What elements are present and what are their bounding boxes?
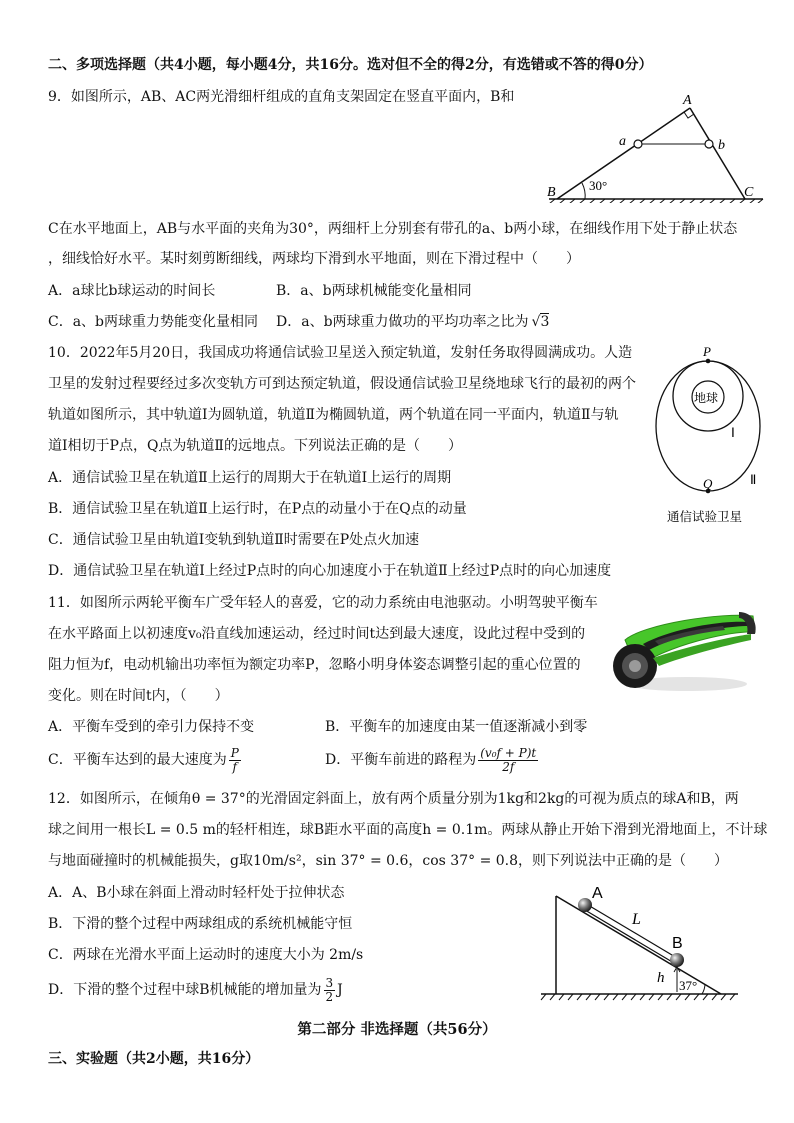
label-L: L [632, 911, 641, 928]
q9-option-a: A．a球比b球运动的时间长 [48, 283, 216, 299]
q12-line2: 球之间用一根长L = 0.5 m的轻杆相连，球B距水平面的高度h = 0.1m。两球从静止开始下滑到光滑地面上，不计球 [48, 822, 768, 838]
q11-line4: 变化。则在时间t内，（ ） [48, 688, 229, 704]
q11-option-c-text: C．平衡车达到的最大速度为 [48, 752, 227, 768]
q9-option-c: C．a、b两球重力势能变化量相同 [48, 314, 259, 330]
label-orbit-i: Ⅰ [731, 425, 735, 440]
q11-option-d [325, 742, 540, 778]
label-B: B [672, 935, 683, 952]
q9-line3: ，细线恰好水平。某时刻剪断细线，两球均下滑到水平地面，则在下滑过程中（ ） [48, 251, 580, 267]
label-C: C [744, 185, 754, 200]
q10-option-d: D．通信试验卫星在轨道Ⅰ上经过P点时的向心加速度小于在轨道Ⅱ上经过P点时的向心加速度 [48, 563, 612, 579]
ball-a [634, 140, 642, 148]
label-Q: Q [703, 476, 713, 491]
q12-line3: 与地面碰撞时的机械能损失，g取10m/s²，sin 37° = 0.6，cos 37° = 0.8，则下列说法中正确的是（ ） [48, 853, 729, 869]
caption: 通信试验卫星 [667, 509, 743, 524]
ball-b [705, 140, 713, 148]
part2-title: 第二部分 非选择题（共56分） [297, 1021, 497, 1038]
q12-option-d-text: D．下滑的整个过程中球B机械能的增加量为 [48, 982, 322, 998]
fraction-num: 3 [325, 975, 334, 990]
q9-option-b: B．a、b两球机械能变化量相同 [276, 283, 472, 299]
label-A: A [683, 93, 692, 108]
q12-option-d [48, 972, 343, 1008]
q10-line2: 卫星的发射过程要经过多次变轨方可到达预定轨道，假设通信试验卫星绕地球飞行的最初的两个 [48, 376, 636, 392]
q9-line2: C在水平地面上，AB与水平面的夹角为30°，两细杆上分别套有带孔的a、b两小球，在细线作用下处于静止状态 [48, 221, 738, 237]
fraction-distance [478, 747, 538, 774]
label-P: P [703, 344, 711, 359]
q11-option-b: B．平衡车的加速度由某一值逐渐减小到零 [325, 719, 588, 735]
q12-option-b: B．下滑的整个过程中两球组成的系统机械能守恒 [48, 916, 353, 932]
q10-figure [650, 342, 775, 532]
unit: J [337, 982, 343, 998]
fraction-den: 2f [502, 759, 515, 774]
q11-option-a: A．平衡车受到的牵引力保持不变 [48, 719, 255, 735]
sqrt-expr: √3 [531, 314, 550, 330]
label-B: B [547, 185, 556, 200]
q12-option-a: A．A、B小球在斜面上滑动时轻杆处于拉伸状态 [48, 885, 345, 901]
hoverboard-image [603, 598, 759, 698]
q9-option-d-text: D．a、b两球重力做功的平均功率之比为 [276, 314, 529, 330]
q12-figure [538, 878, 743, 1006]
sqrt-radicand: 3 [540, 314, 550, 330]
label-A: A [592, 885, 603, 902]
q12-line1: 12．如图所示，在倾角θ = 37°的光滑固定斜面上，放有两个质量分别为1kg和2kg的可视为质点的球A和B，两 [48, 791, 739, 807]
q10-option-a: A．通信试验卫星在轨道Ⅱ上运行的周期大于在轨道Ⅰ上运行的周期 [48, 470, 452, 486]
q10-line1: 10．2022年5月20日，我国成功将通信试验卫星送入预定轨道，发射任务取得圆满成功。人造 [48, 345, 633, 361]
label-orbit-ii: Ⅱ [750, 472, 757, 487]
q12-option-c: C．两球在光滑水平面上运动时的速度大小为 2m/s [48, 947, 364, 963]
ball-B [670, 953, 684, 967]
fraction-3-over-2 [324, 977, 336, 1004]
q9-option-d [276, 313, 549, 331]
label-b: b [718, 138, 725, 153]
fraction-den: f [232, 759, 237, 774]
angle-label: 30° [589, 178, 608, 193]
label-earth: 地球 [694, 391, 719, 405]
q11-line3: 阻力恒为f，电动机输出功率恒为额定功率P，忽略小明身体姿态调整引起的重心位置的 [48, 657, 581, 673]
q11-line1: 11．如图所示两轮平衡车广受年轻人的喜爱，它的动力系统由电池驱动。小明驾驶平衡车 [48, 595, 598, 611]
fraction-num: (v₀f + P)t [480, 745, 537, 760]
label-h: h [657, 970, 665, 986]
label-a: a [619, 134, 626, 149]
ball-A [578, 898, 592, 912]
q11-option-c [48, 742, 243, 778]
fraction-num: P [230, 745, 239, 760]
q10-option-c: C．通信试验卫星由轨道Ⅰ变轨到轨道Ⅱ时需要在P处点火加速 [48, 532, 420, 548]
q9-figure [535, 88, 765, 203]
q10-option-b: B．通信试验卫星在轨道Ⅱ上运行时，在P点的动量小于在Q点的动量 [48, 501, 467, 517]
fraction-den: 2 [325, 989, 334, 1004]
q11-option-d-text: D．平衡车前进的路程为 [325, 752, 477, 768]
angle-label: 37° [679, 978, 698, 993]
q10-line4: 道Ⅰ相切于P点，Q点为轨道Ⅱ的远地点。下列说法正确的是（ ） [48, 438, 462, 454]
fraction-p-over-f [229, 747, 241, 774]
section3-title: 三、实验题（共2小题，共16分） [48, 1051, 260, 1067]
section2-title: 二、多项选择题（共4小题，每小题4分，共16分。选对但不全的得2分，有选错或不答的得0分） [48, 57, 653, 73]
q9-line1: 9．如图所示，AB、AC两光滑细杆组成的直角支架固定在竖直平面内，B和 [48, 89, 515, 105]
q10-line3: 轨道如图所示，其中轨道Ⅰ为圆轨道，轨道Ⅱ为椭圆轨道，两个轨道在同一平面内，轨道Ⅱ与轨 [48, 407, 619, 423]
q11-line2: 在水平路面上以初速度v₀沿直线加速运动，经过时间t达到最大速度，设此过程中受到的 [48, 626, 586, 642]
